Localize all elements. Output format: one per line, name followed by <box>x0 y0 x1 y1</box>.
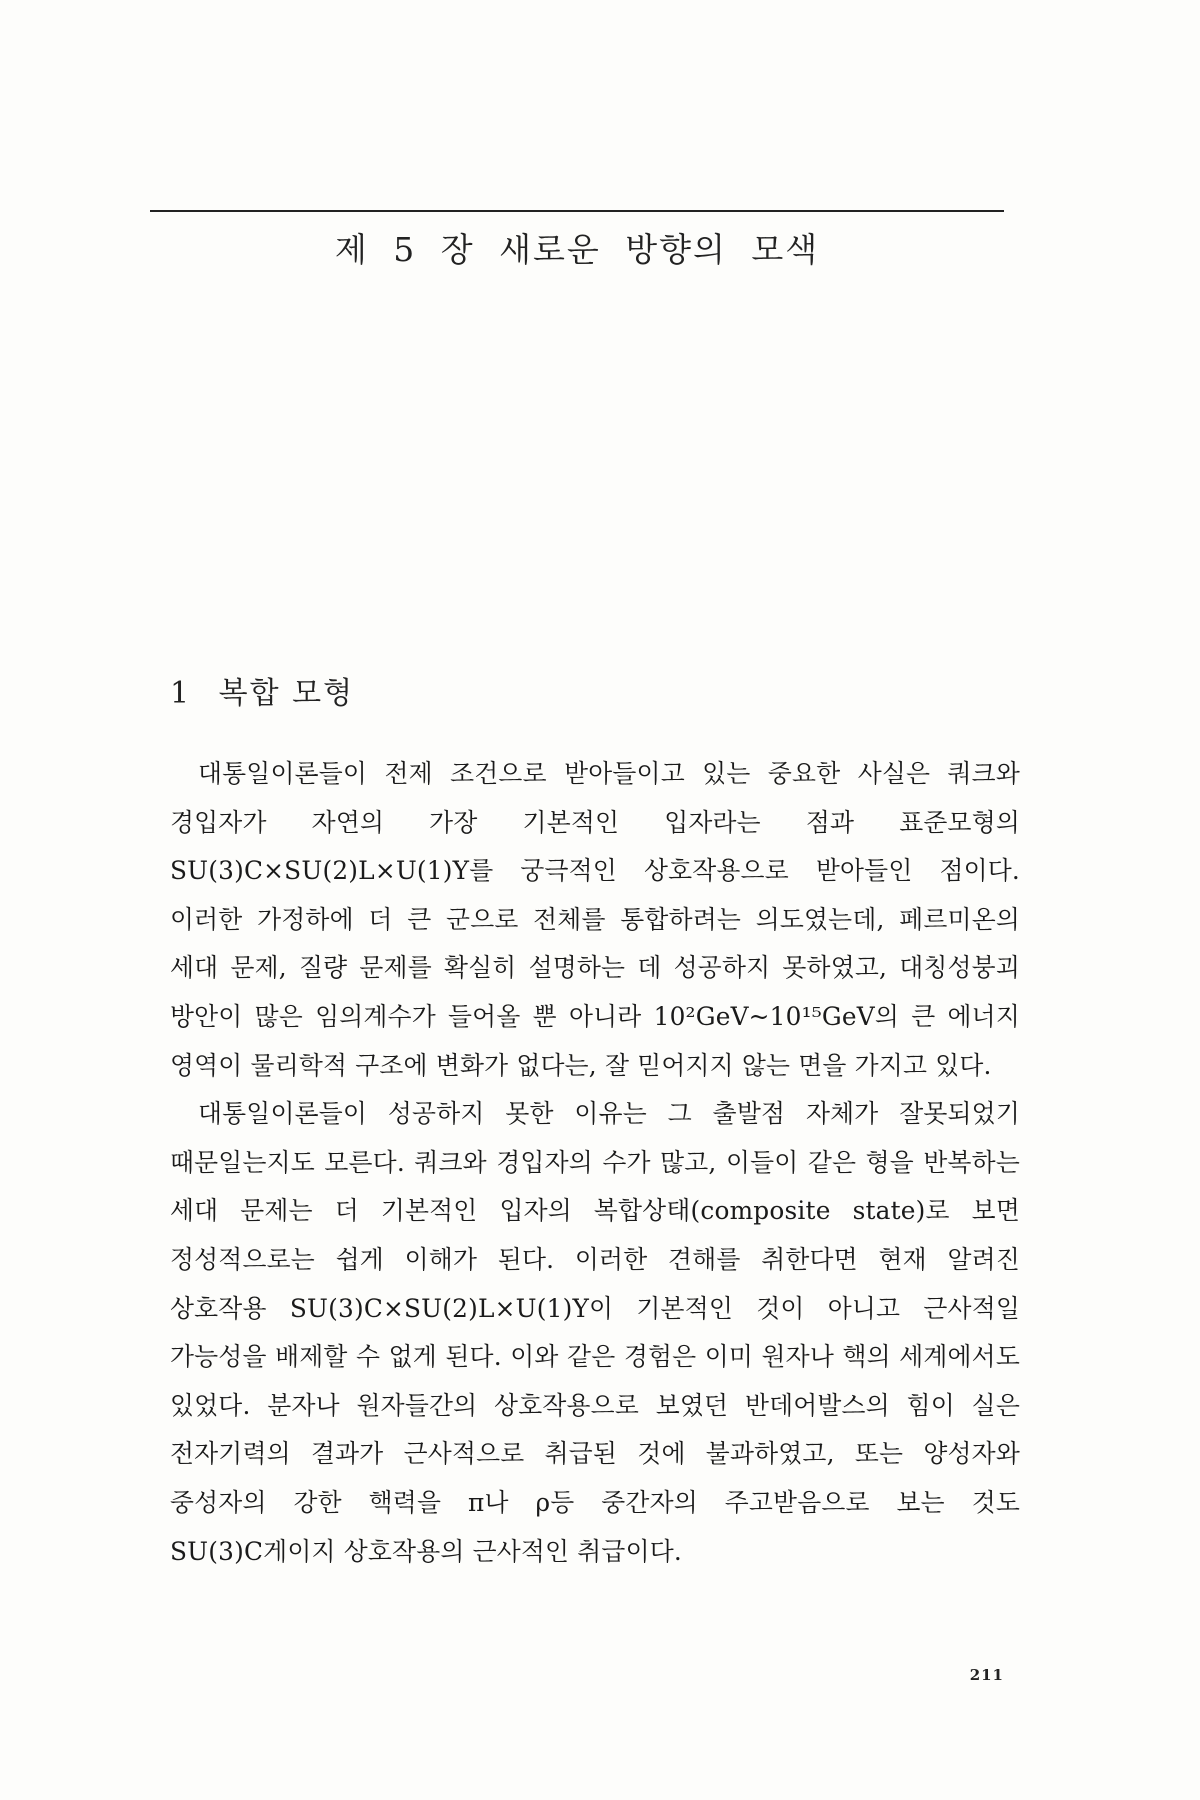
paragraph-1: 대통일이론들이 전제 조건으로 받아들이고 있는 중요한 사실은 쿼크와 경입자가 자연의 가장 기본적인 입자라는 점과 표준모형의 SU(3)C×SU(2)L×U(1)Y를 궁극적인 상호작용으로 받아들인 점이다. 이러한 가정하에 더 큰 군으로 전체를 통합하려는 의도였는데, 페르미온의 세대 문제, 질량 문제를 확실히 설명하는 데 성공하지 못하였고, 대칭성붕괴 방안이 많은 임의계수가 들어올 뿐 아니라 10²GeV~10¹⁵GeV의 큰 에너지 영역이 물리학적 구조에 변화가 없다는, 잘 믿어지지 않는 면을 가지고 있다. <box>170 759 1020 1080</box>
paragraph-2: 대통일이론들이 성공하지 못한 이유는 그 출발점 자체가 잘못되었기 때문일는지도 모른다. 쿼크와 경입자의 수가 많고, 이들이 같은 형을 반복하는 세대 문제는 더 기본적인 입자의 복합상태(composite state)로 보면 정성적으로는 쉽게 이해가 된다. 이러한 견해를 취한다면 현재 알려진 상호작용 SU(3)C×SU(2)L×U(1)Y이 기본적인 것이 아니고 근사적일 가능성을 배제할 수 없게 된다. 이와 같은 경험은 이미 원자나 핵의 세계에서도 있었다. 분자나 원자들간의 상호작용으로 보였던 반데어발스의 힘이 실은 전자기력의 결과가 근사적으로 취급된 것에 불과하였고, 또는 양성자와 중성자의 강한 핵력을 π나 ρ등 중간자의 주고받음으로 보는 것도 SU(3)C게이지 상호작용의 근사적인 취급이다. <box>170 1099 1020 1566</box>
chapter-title: 제 5 장 새로운 방향의 모색 <box>334 230 820 269</box>
chapter-rule <box>150 210 1004 212</box>
page-number: 211 <box>969 1666 1004 1684</box>
section-number: 1 <box>170 676 192 711</box>
section-heading <box>170 668 354 712</box>
body-text <box>170 750 1020 1576</box>
section-title: 복합 모형 <box>218 676 355 711</box>
